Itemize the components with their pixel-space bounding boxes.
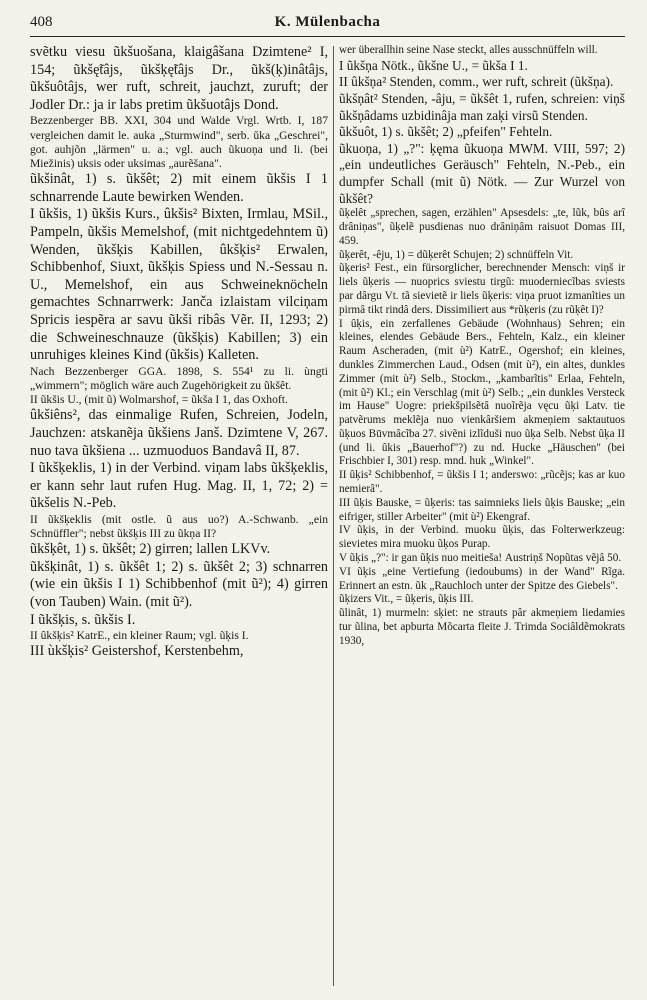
dictionary-entry: ũkšķinât, 1) s. ũkšêt 1; 2) s. ũkšêt 2; 3) schnarren (wie ein ũkšis I 1) Schibbenhof (mit ũ²); 4) girren (von Tauben) Wain. (mit ũ²). [30, 558, 328, 611]
dictionary-entry: ũkuoņa, 1) „?": ķęma ũkuoņa MWM. VIII, 597; 2) „ein undeutliches Geräusch" Fehteln, N.-Peb., ein dumpfer Schall (mit ũ) Nötk. — Zur Wurzel von ũkšêt? [339, 140, 625, 206]
dictionary-entry: II ũkšķeklis (mit ostle. ũ aus uo?) A.-Schwanb. „ein Schnüffler"; nebst ũkšķis III zu ũkņa II? [30, 512, 328, 541]
dictionary-entry: ũkšņât² Stenden, -âju, = ũkšêt 1, rufen, schreien: viņš ũkšņâdams uzbidinâja man zaķi virsũ Stenden. [339, 90, 625, 123]
text-columns [30, 44, 625, 992]
dictionary-entry: I ũkšķis, s. ũkšis I. [30, 611, 136, 628]
dictionary-entry: I ũkšķeklis, 1) in der Verbind. viņam labs ũkšķeklis, er kann sehr laut rufen Hug. Mag. II, 1, 72; 2) = ũkšelis N.-Peb. [30, 460, 328, 512]
dictionary-entry: II ûkšņa² Stenden, comm., wer ruft, schreit (ũkšņa). [339, 74, 614, 90]
dictionary-entry: ũkšinât, 1) s. ũkšêt; 2) mit einem ũkšis I 1 schnarrende Laute bewirken Wenden. [30, 171, 328, 205]
right-column [339, 44, 625, 992]
dictionary-entry: III ùkšķis² Geistershof, Kerstenbehm, [30, 643, 244, 660]
dictionary-entry: Nach Bezzenberger GGA. 1898, S. 554¹ zu li. ùngti „wimmern"; möglich wäre auch Zugehörigkeit zu ũkšêt. [30, 364, 328, 392]
page-header [30, 14, 625, 37]
page-number: 408 [30, 14, 53, 30]
dictionary-entry: I ũkšņa Nötk., ũkšne U., = ũkša I 1. [339, 57, 528, 73]
dictionary-entry: I ûķis, ein zerfallenes Gebäude (Wohnhaus) Sehren; ein kleines, elendes Gebäude Bers., Fehteln, Kalz., ein kleiner Raum Ascheraden, (mit ù²) KatrE., Ogershof; ein kleines, dunkles Zimmerchen Laud., Odsen (mit ù²), ein altes, dunkles Zimmer (mit ù²) Selb., Stockm., „kambarĩtis" Erlaa, Fehteln, (mit ũ²) Kl.; ein Verschlag (mit ù²) Selb.; „ein dunkles Versteck im Hause" Uogre: priekšpilsẽtâ nuoĩrẽja vęcu ũķi Latv. tie patvẽrums meklẽja nuo vienkâršiem akmeņiem saktautuos ũķuos Būvmâcĩba 27. sivẽni izlĩduši nuo ũķa Selb. Nebst ûķa II (und li. ûkis „Bauerhof"?) zu nd. Hucke „Häuschen" (bei Frischbier I, 301) resp. mnd. huk „Winkel". [339, 317, 625, 468]
column-divider [333, 46, 334, 986]
dictionary-entry: III ũķis Bauske, = ũķeris: tas saimnieks liels ũķis Bauske; „ein eifriger, stiller Arbeiter" (mit ù²) Ekengraf. [339, 496, 625, 523]
dictionary-entry: VI ũķis „eine Vertiefung (iedoubums) in der Wand" Rĩga. Erinnert an estn. ũk „Rauchloch unter der Spitze des Giebels". [339, 565, 625, 592]
dictionary-entry: II ûkšķis² KatrE., ein kleiner Raum; vgl. ũķis I. [30, 629, 249, 643]
dictionary-entry: ũķizers Vit., = ũķeris, ũķis III. [339, 593, 474, 606]
dictionary-entry: V ũķis „?": ir gan ũķis nuo meitiešа! Austriņš Nopũtas vẽjâ 50. [339, 552, 622, 565]
dictionary-entry: ûkšiêns², das einmalige Rufen, Schreien, Jodeln, Jauchzen: atskanẽja ũkšiens Janš. Dzimtene V, 267. nuo tava ũkšiena ... uzmuoduos Bandavâ II, 87. [30, 407, 328, 459]
dictionary-entry: svẽtku viesu ũkšuošana, klaigâšana Dzimtene² I, 154; ũkšę̃tâjs, ũkšķę̃tâjs Dr., ũkš(ķ)inâtâjs, ũkšuôtâjs, wer ruft, schreit, jauchzt, zuruft; der Jodler Dr.: ja ir labs pretim ũkšuotâjs Dond. [30, 44, 328, 113]
dictionary-entry: ũlinât, 1) murmeln: sķiet: ne strauts pâr akmeņiem liedamies tur ũlina, bet apburta Mõcarta fleite J. Trimda Sociâldẽmokrats 1930, [339, 607, 625, 647]
dictionary-entry: IV ũķis, in der Verbind. muoku ũķis, das Folterwerkzeug: sievietes mira muoku ũķos Purap. [339, 524, 625, 551]
left-column [30, 44, 328, 992]
dictionary-entry: ũķerêt, -êju, 1) = dũķerêt Schujen; 2) schnüffeln Vit. [339, 248, 574, 261]
dictionary-entry: Bezzenberger BB. XXI, 304 und Walde Vrgl. Wrtb. I, 187 vergleichen damit le. auka „Sturmwind", serb. ŭka „Geschrei", got. auhjõn „lärmen" u. a.; vgl. auch ũkuoņa und li. (bei Miežinis) uksis oder uksimas „aurẽšana". [30, 114, 328, 170]
dictionary-entry: ũķeris² Fest., ein fürsorglicher, berechnender Mensch: viņš ir liels ũķeris — nuoprics sviestu tirgũ: muoderniecĩbas sviests par dârgu Vt. tã sievietẽ ir liels ũķeris: viņa pruot izmanĩties un pirmâ tikt rindâ ders. Dissimiliert aus *rũķeris (zu rũķêt I)? [339, 262, 625, 316]
running-head: K. Mülenbacha [274, 14, 381, 30]
dictionary-entry: II ûķis² Schibbenhof, = ũkšis I 1; anderswo: „rũcẽjs; kas ar kuo nemierâ". [339, 469, 625, 496]
dictionary-entry: I ũkšis, 1) ũkšis Kurs., ûkšis² Bixten, Irmlau, MSil., Pampeln, ũkšis Memelshof, (mit nichtgedehntem ũ) Wenden, ũkšķis Kabillen, ûkšķis² Erwalen, Schibbenhof, Siuxt, ũkšķis Spiess und N.-Sessau n. U., Memelshof, ein aus Schweineknöcheln gemachtes Schnarrwerk: Janča izlaistam vilciņam Spricis iespẽra ar savu ũkši ribâs Vẽr. II, 1293; 2) die Schweineschnauze (ũkšķis) Kabillen; 3) ein unruhiges kleines Kind (ũkšis) Kalleten. [30, 206, 328, 364]
dictionary-entry: ũķelêt „sprechen, sagen, erzählen" Apsesdels: „te, lũk, bûs arî drâniņas", ũķelẽ pusdienas nuo drâniņâm raisuot Domas III, 459. [339, 207, 625, 247]
dictionary-entry: wer überallhin seine Nase steckt, alles ausschnüffeln will. [339, 44, 598, 56]
dictionary-entry: ũkšķêt, 1) s. ũkšêt; 2) girren; lallen LKVv. [30, 541, 271, 558]
dictionary-entry: ũkšuôt, 1) s. ũkšêt; 2) „pfeifen" Fehteln. [339, 124, 553, 140]
dictionary-entry: II ũkšis U., (mit ũ) Wolmarshof, = ũkša I 1, das Oxhoft. [30, 393, 288, 407]
